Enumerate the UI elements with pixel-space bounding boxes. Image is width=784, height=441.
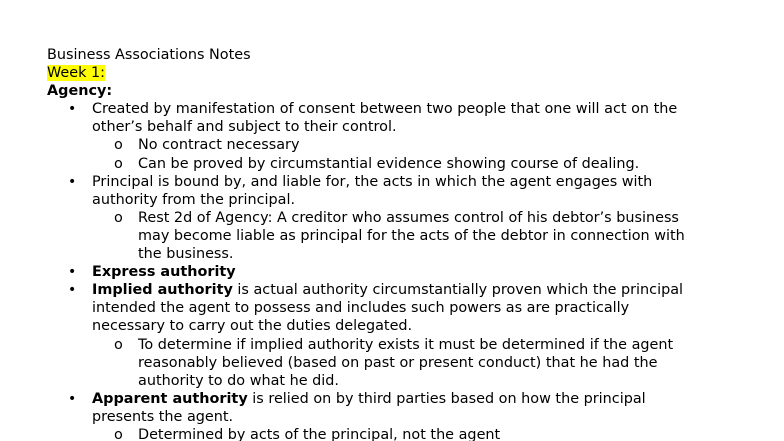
sub-bullet-text: No contract necessary (138, 137, 300, 154)
sub-bullet-icon: o (114, 155, 123, 172)
bullet-text: Created by manifestation of consent between two people that one will act on the (92, 101, 678, 118)
sub-bullet-item (47, 155, 747, 173)
sub-bullet-item (47, 136, 747, 154)
sub-bullet-icon: o (114, 426, 123, 441)
sub-bullet-text: Rest 2d of Agency: A creditor who assumes control of his debtor’s business (138, 209, 679, 226)
sub-bullet-item (47, 209, 747, 263)
sub-bullet-item (47, 336, 747, 390)
section-heading-agency: Agency: (47, 83, 113, 100)
sub-bullet-text: reasonably believed (based on past or present conduct) that he had the (138, 354, 658, 371)
sub-bullet-text: the business. (138, 246, 234, 263)
bullet-item (47, 173, 747, 209)
bullet-item (47, 100, 747, 136)
term-implied-authority: Implied authority (92, 282, 233, 299)
bullet-text: authority from the principal. (92, 191, 296, 208)
bullet-text: is actual authority circumstantially proven which the principal (232, 282, 684, 299)
bullet-item (47, 263, 747, 281)
sub-bullet-text: To determine if implied authority exists it must be determined if the agent (138, 336, 674, 353)
bullet-text: presents the agent. (92, 408, 234, 425)
bullet-item (47, 390, 747, 426)
sub-bullet-item (47, 426, 747, 441)
bullet-text: is relied on by third parties based on how the principal (247, 390, 646, 407)
sub-bullet-icon: o (114, 137, 123, 154)
sub-bullet-text: Can be proved by circumstantial evidence showing course of dealing. (138, 155, 640, 172)
bullet-icon: • (68, 390, 77, 407)
bullet-text: intended the agent to possess and includes such powers as are practically (92, 300, 630, 317)
bullet-item (47, 281, 747, 335)
sub-bullet-icon: o (114, 209, 123, 226)
term-apparent-authority: Apparent authority (92, 390, 248, 407)
sub-bullet-text: authority to do what he did. (138, 372, 340, 389)
sub-bullet-icon: o (114, 336, 123, 353)
bullet-icon: • (68, 173, 77, 190)
document-title: Business Associations Notes (47, 47, 251, 63)
sub-bullet-text: Determined by acts of the principal, not the agent (138, 426, 501, 441)
sub-bullet-text: may become liable as principal for the acts of the debtor in connection with (138, 227, 685, 244)
week-heading: Week 1: (47, 65, 106, 82)
bullet-text: necessary to carry out the duties delegated. (92, 318, 413, 335)
bullet-icon: • (68, 101, 77, 118)
document-body (47, 46, 747, 441)
bullet-text-express-authority: Express authority (92, 264, 236, 281)
bullet-text: other’s behalf and subject to their control. (92, 119, 397, 136)
bullet-icon: • (68, 264, 77, 281)
bullet-text: Principal is bound by, and liable for, the acts in which the agent engages with (92, 173, 653, 190)
bullet-icon: • (68, 282, 77, 299)
